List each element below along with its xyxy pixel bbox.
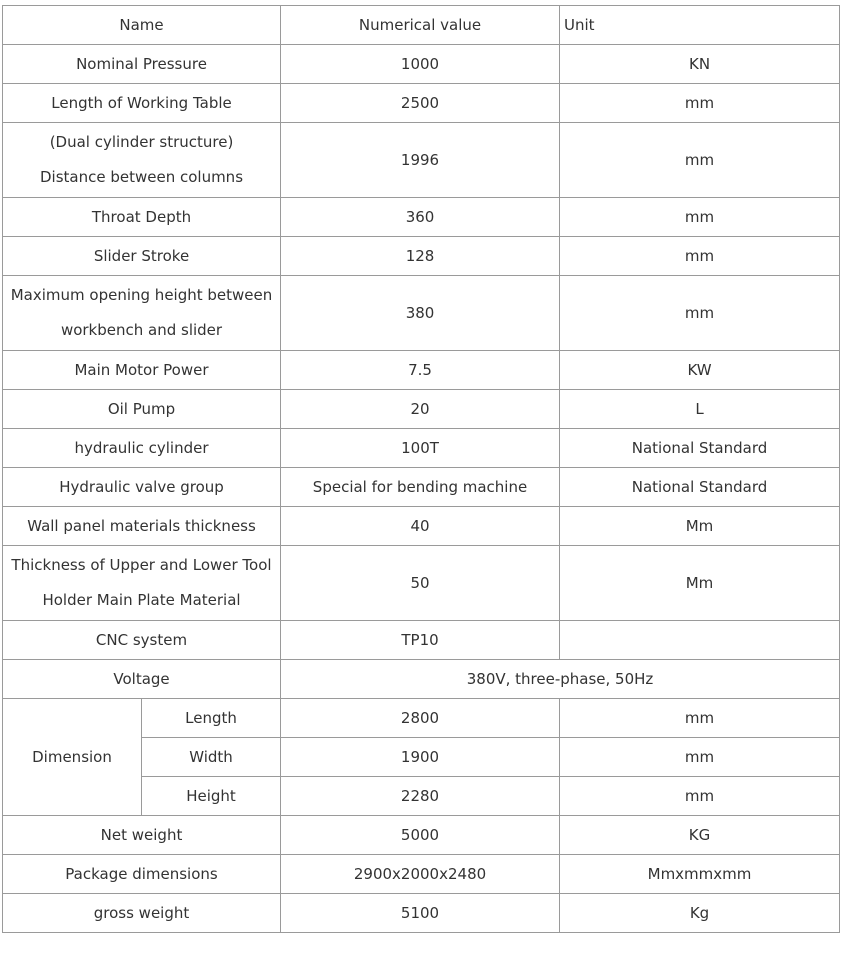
row-name: Voltage	[3, 660, 281, 699]
row-value: 2500	[281, 84, 560, 123]
row-value: 1000	[281, 45, 560, 84]
row-name: Package dimensions	[3, 855, 281, 894]
row-unit: KW	[560, 351, 840, 390]
table-row	[3, 546, 840, 621]
row-name: Oil Pump	[3, 390, 281, 429]
table-row	[3, 816, 840, 855]
row-name: Main Motor Power	[3, 351, 281, 390]
row-name: Net weight	[3, 816, 281, 855]
row-unit: National Standard	[560, 429, 840, 468]
row-unit: L	[560, 390, 840, 429]
row-unit: mm	[560, 276, 840, 351]
row-unit: mm	[560, 699, 840, 738]
row-name: CNC system	[3, 621, 281, 660]
row-unit: mm	[560, 738, 840, 777]
row-name-line: Distance between columns	[39, 168, 244, 186]
table-row	[3, 855, 840, 894]
dimension-item-name: Height	[142, 777, 281, 816]
table-row	[3, 237, 840, 276]
table-row	[3, 390, 840, 429]
row-name	[3, 276, 281, 351]
row-value: 20	[281, 390, 560, 429]
row-value: 360	[281, 198, 560, 237]
row-unit: mm	[560, 123, 840, 198]
row-value: 2800	[281, 699, 560, 738]
table-row	[3, 276, 840, 351]
row-value: 40	[281, 507, 560, 546]
table-row	[3, 507, 840, 546]
row-value: 380V, three-phase, 50Hz	[281, 660, 840, 699]
header-value: Numerical value	[281, 6, 560, 45]
dimension-label: Dimension	[3, 699, 142, 816]
row-name-line: (Dual cylinder structure)	[49, 133, 234, 151]
row-name: Nominal Pressure	[3, 45, 281, 84]
row-name: gross weight	[3, 894, 281, 933]
dimension-item-name: Width	[142, 738, 281, 777]
table-row	[3, 894, 840, 933]
table-row	[3, 660, 840, 699]
row-unit: Kg	[560, 894, 840, 933]
row-name: Hydraulic valve group	[3, 468, 281, 507]
row-unit: Mmxmmxmm	[560, 855, 840, 894]
table-row	[3, 699, 840, 738]
row-unit: KG	[560, 816, 840, 855]
row-value: 5000	[281, 816, 560, 855]
row-name-line: workbench and slider	[60, 321, 223, 339]
row-name: Length of Working Table	[3, 84, 281, 123]
row-unit: mm	[560, 237, 840, 276]
row-unit: National Standard	[560, 468, 840, 507]
row-value: 128	[281, 237, 560, 276]
table-row	[3, 429, 840, 468]
row-name-line: Maximum opening height between	[10, 286, 273, 304]
row-name: Throat Depth	[3, 198, 281, 237]
row-unit	[560, 621, 840, 660]
table-row	[3, 198, 840, 237]
table-row	[3, 351, 840, 390]
row-value: 2280	[281, 777, 560, 816]
header-name: Name	[3, 6, 281, 45]
table-row	[3, 45, 840, 84]
row-unit: Mm	[560, 546, 840, 621]
row-unit: mm	[560, 777, 840, 816]
row-name	[3, 123, 281, 198]
row-name-line: Thickness of Upper and Lower Tool	[11, 556, 272, 574]
header-row	[3, 6, 840, 45]
row-value: Special for bending machine	[281, 468, 560, 507]
row-value: 2900x2000x2480	[281, 855, 560, 894]
dimension-item-name: Length	[142, 699, 281, 738]
row-value: 380	[281, 276, 560, 351]
spec-table	[2, 5, 840, 933]
row-name: Slider Stroke	[3, 237, 281, 276]
row-unit: KN	[560, 45, 840, 84]
row-value: 1996	[281, 123, 560, 198]
row-unit: mm	[560, 84, 840, 123]
table-row	[3, 468, 840, 507]
row-value: 1900	[281, 738, 560, 777]
row-name: Wall panel materials thickness	[3, 507, 281, 546]
row-name: hydraulic cylinder	[3, 429, 281, 468]
row-unit: mm	[560, 198, 840, 237]
header-unit: Unit	[560, 6, 840, 45]
row-value: 100T	[281, 429, 560, 468]
row-name	[3, 546, 281, 621]
row-value: 50	[281, 546, 560, 621]
row-value: TP10	[281, 621, 560, 660]
row-unit: Mm	[560, 507, 840, 546]
table-row	[3, 621, 840, 660]
table-row	[3, 84, 840, 123]
row-value: 5100	[281, 894, 560, 933]
row-name-line: Holder Main Plate Material	[42, 591, 241, 609]
row-value: 7.5	[281, 351, 560, 390]
table-row	[3, 123, 840, 198]
